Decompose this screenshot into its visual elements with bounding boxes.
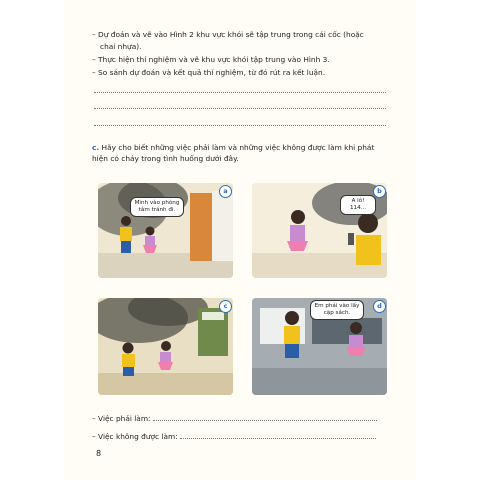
answer-must-not-line[interactable] <box>180 438 376 439</box>
illustration-d <box>252 298 387 395</box>
answer-dotted-line <box>94 125 386 126</box>
badge-b: b <box>373 185 386 198</box>
speech-bubble-d: Em phải vào lấy cặp sách. <box>310 300 364 320</box>
answer-dotted-line <box>94 108 386 109</box>
instruction-line-1: – Dự đoán và vẽ vào Hình 2 khu vực khói sẽ tập trung trong cái cốc (hoặc <box>92 30 364 39</box>
answer-must-do-label: – Việc phải làm: <box>92 414 153 423</box>
illustration-c <box>98 298 233 395</box>
answer-dotted-line <box>94 92 386 93</box>
badge-c: c <box>219 300 232 313</box>
answer-must-do <box>92 414 377 423</box>
section-c-question <box>92 143 392 164</box>
page-number: 8 <box>96 449 102 458</box>
scene-c-drawing <box>98 298 233 395</box>
instruction-line-1b: chai nhựa). <box>100 42 142 51</box>
badge-d: d <box>373 300 386 313</box>
answer-must-not <box>92 432 376 441</box>
illustration-b <box>252 183 387 278</box>
badge-a: a <box>219 185 232 198</box>
answer-must-do-line[interactable] <box>153 420 377 421</box>
instruction-line-3: – So sánh dự đoán và kết quả thí nghiệm, từ đó rút ra kết luận. <box>92 68 326 77</box>
section-c-text: Hãy cho biết những việc phải làm và những việc không được làm khi phát hiện có cháy trong tình huống dưới đây. <box>92 143 375 163</box>
instruction-line-2: – Thực hiện thí nghiệm và vẽ khu vực khói tập trung vào Hình 3. <box>92 55 330 64</box>
illustration-a <box>98 183 233 278</box>
answer-must-not-label: – Việc không được làm: <box>92 432 181 441</box>
speech-bubble-b: A lô! 114... <box>340 195 376 215</box>
speech-bubble-a: Mình vào phòng tắm tránh đi. <box>130 197 184 217</box>
section-c-mark: c. <box>92 143 100 152</box>
